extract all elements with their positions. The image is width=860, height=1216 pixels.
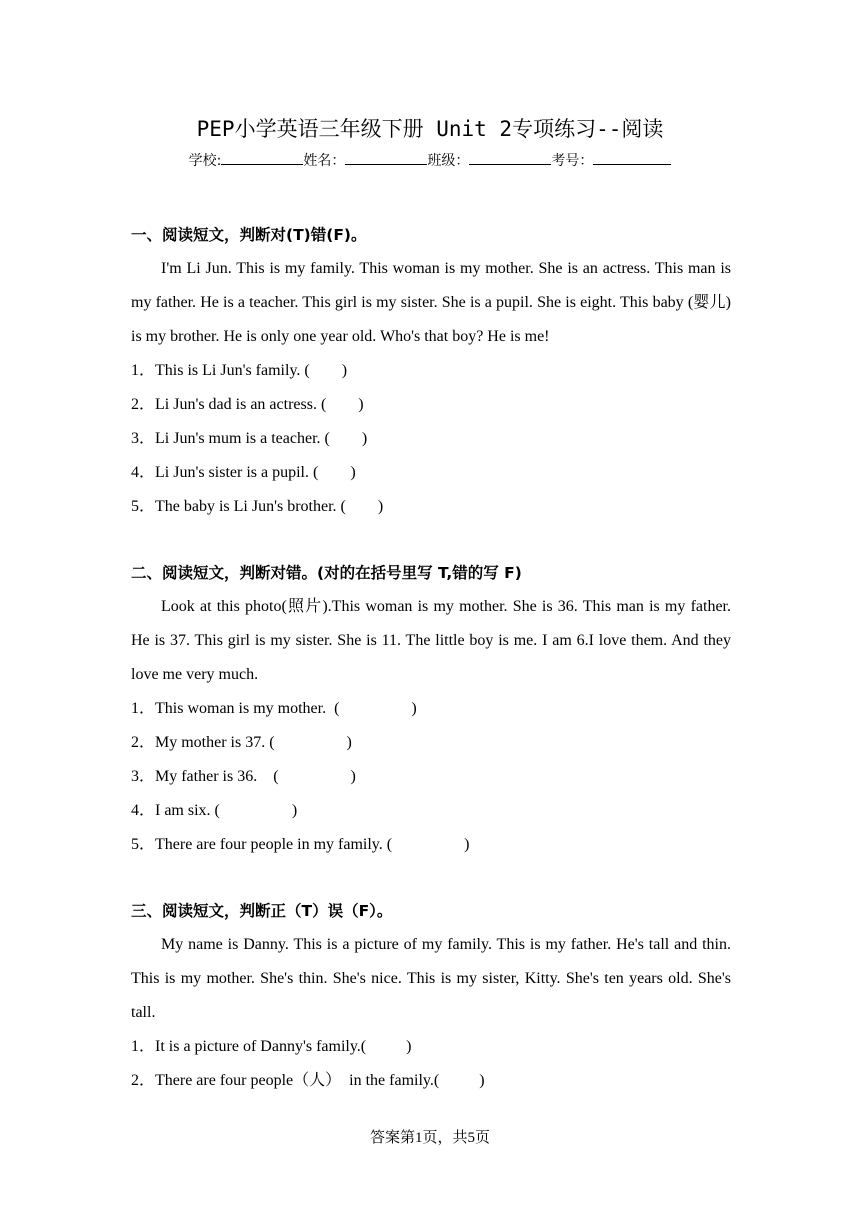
reading-passage: Look at this photo(照片).This woman is my mother. She is 36. This man is my father. He is 37. This girl is my sister. She is 11. The little boy is me. I am 6.I love them. And they love me very much. xyxy=(131,598,731,683)
question-item: 5．There are four people in my family. ( ) xyxy=(131,836,470,853)
section-3 xyxy=(131,894,731,1098)
question-item: 3．My father is 36. ( ) xyxy=(131,768,356,785)
section-1 xyxy=(131,218,731,524)
question-item: 1．This is Li Jun's family. ( ) xyxy=(131,362,348,379)
question-item: 3．Li Jun's mum is a teacher. ( ) xyxy=(131,430,368,447)
question-item: 2．My mother is 37. ( ) xyxy=(131,734,352,751)
reading-passage: My name is Danny. This is a picture of my family. This is my father. He's tall and thin. This is my mother. She's thin. She's nice. This is my sister, Kitty. She's ten years old. She's tall. xyxy=(131,936,731,1021)
reading-passage: I'm Li Jun. This is my family. This woman is my mother. She is an actress. This man is my father. He is a teacher. This girl is my sister. She is a pupil. She is eight. This baby (婴儿) is my brother. He is only one year old. Who's that boy? He is me! xyxy=(131,260,731,345)
exam-no-label: 考号： xyxy=(551,153,594,169)
page-footer: 答案第1页，共5页 xyxy=(369,1130,490,1146)
page-title: PEP小学英语三年级下册 Unit 2专项练习--阅读 xyxy=(196,117,664,141)
question-item: 1．It is a picture of Danny's family.( ) xyxy=(131,1038,412,1055)
section-heading: 二、阅读短文，判断对错。(对的在括号里写 T,错的写 F) xyxy=(131,564,522,582)
question-item: 5．The baby is Li Jun's brother. ( ) xyxy=(131,498,384,515)
question-item: 2．There are four people（人） in the family.( ) xyxy=(131,1072,485,1089)
name-blank[interactable] xyxy=(345,150,427,165)
school-label: 学校: xyxy=(188,153,222,169)
section-heading: 三、阅读短文，判断正（T）误（F）。 xyxy=(131,902,393,920)
class-label: 班级： xyxy=(427,153,470,169)
question-item: 4．I am six. ( ) xyxy=(131,802,298,819)
name-label: 姓名： xyxy=(303,153,346,169)
class-blank[interactable] xyxy=(469,150,551,165)
question-item: 2．Li Jun's dad is an actress. ( ) xyxy=(131,396,364,413)
student-info-line xyxy=(0,150,860,170)
question-item: 1．This woman is my mother. ( ) xyxy=(131,700,417,717)
section-2 xyxy=(131,556,731,862)
section-heading: 一、阅读短文，判断对(T)错(F)。 xyxy=(131,226,367,244)
school-blank[interactable] xyxy=(221,150,303,165)
exam-no-blank[interactable] xyxy=(593,150,671,165)
question-item: 4．Li Jun's sister is a pupil. ( ) xyxy=(131,464,356,481)
